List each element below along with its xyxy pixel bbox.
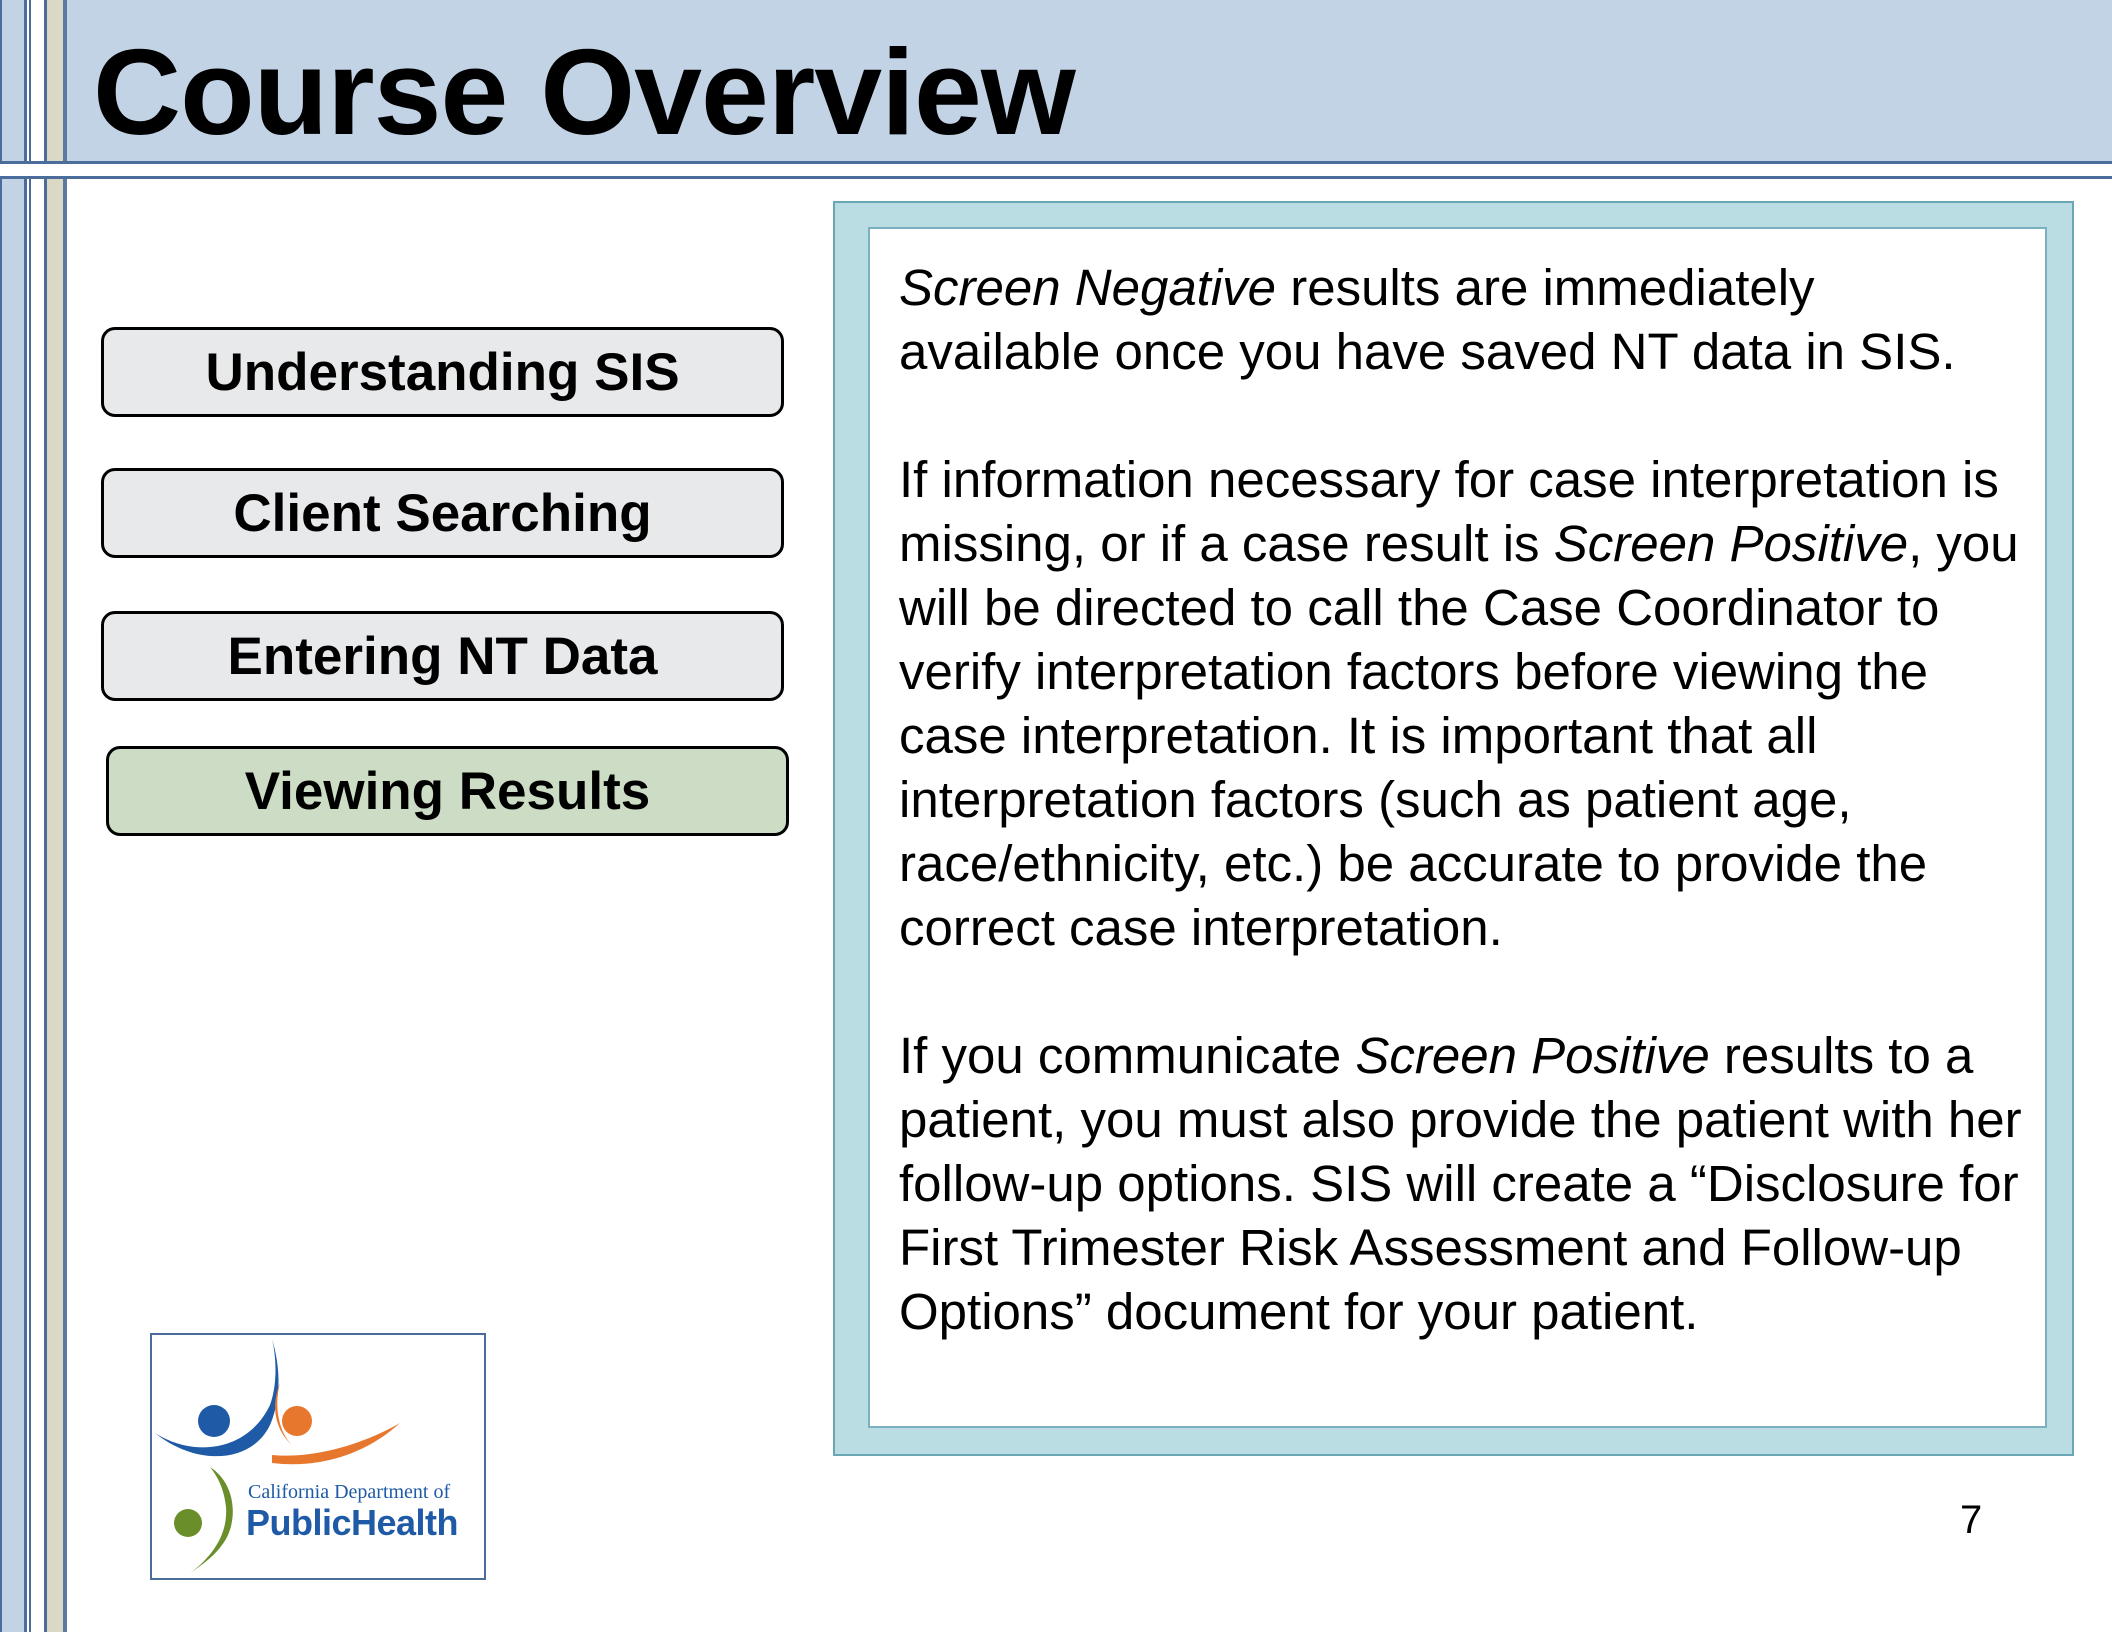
cdph-logo (150, 1333, 486, 1580)
paragraph-missing-information: If information necessary for case interpretation is missing, or if a case result is Screen Positive, you will be directed to call the Case Coordinator to verify interpretation factors before viewing the case interpretation. It is important that all interpretation factors (such as patient age, race/ethnicity, etc.) be accurate to provide the correct case interpretation. (899, 451, 2019, 956)
nav-button-entering-nt-data[interactable]: Entering NT Data (101, 611, 784, 701)
paragraph-screen-negative: Screen Negative results are immediately available once you have saved NT data in SIS. (899, 259, 1956, 380)
left-stripe (2, 0, 24, 1632)
left-stripe (63, 0, 67, 1632)
nav-button-understanding-sis[interactable]: Understanding SIS (101, 327, 784, 417)
page-number: 7 (1960, 1498, 1983, 1542)
paragraph-communicate-results: If you communicate Screen Positive results to a patient, you must also provide the patient with her follow-up options. SIS will create a “Disclosure for First Trimester Risk Assessment and Follow-up Options” document for your patient. (899, 1027, 2022, 1340)
title-divider (0, 164, 2112, 179)
nav-button-client-searching[interactable]: Client Searching (101, 468, 784, 558)
logo-name-text: PublicHealth (246, 1502, 459, 1543)
content-panel (868, 227, 2047, 1428)
left-stripe (29, 0, 31, 1632)
nav-button-viewing-results[interactable]: Viewing Results (106, 746, 789, 836)
slide-title: Course Overview (93, 24, 1075, 160)
logo-department-text: California Department of (248, 1481, 451, 1503)
left-stripe (47, 0, 63, 1632)
